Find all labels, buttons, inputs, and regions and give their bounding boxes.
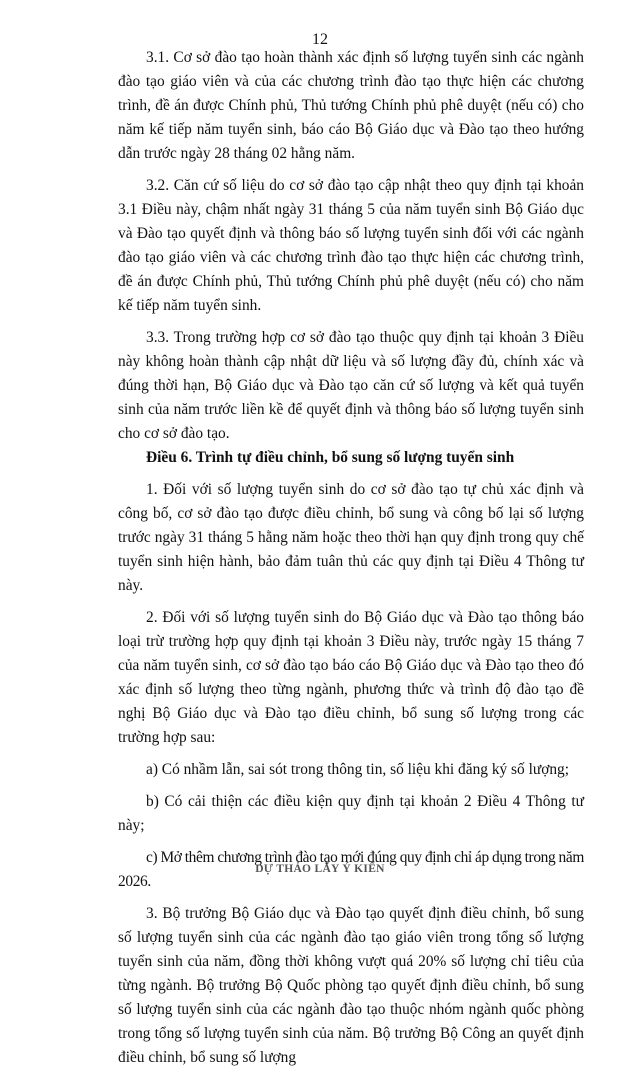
- article-6-clause-2: 2. Đối với số lượng tuyển sinh do Bộ Giáo dục và Đào tạo thông báo loại trừ trường hợp quy định tại khoản 3 Điều này, trước ngày 15 tháng 7 của năm tuyển sinh, cơ sở đào tạo báo cáo Bộ Giáo dục và Đào tạo theo đó xác định số lượng theo từng ngành, phương thức và trình độ đào tạo đề nghị Bộ Giáo dục và Đào tạo điều chỉnh, bổ sung số lượng trong các trường hợp sau:: [118, 609, 584, 746]
- clause-2-item-a: a) Có nhầm lẫn, sai sót trong thông tin, số liệu khi đăng ký số lượng;: [146, 761, 570, 778]
- article-6-clause-1: 1. Đối với số lượng tuyển sinh do cơ sở đào tạo tự chủ xác định và công bố, cơ sở đào tạo được điều chỉnh, bổ sung và công bố lại số lượng trước ngày 31 tháng 5 hằng năm hoặc theo thời hạn quy định trong quy chế tuyển sinh hiện hành, bảo đảm tuân thủ các quy định tại Điều 4 Thông tư này.: [118, 481, 584, 594]
- page-number: 12: [312, 31, 328, 48]
- clause-2-item-c: c) Mở thêm chương trình đào tạo mới đúng quy định chỉ áp dụng trong năm 2026.: [118, 849, 584, 890]
- document-body: [118, 46, 584, 1070]
- paragraph-3-3: 3.3. Trong trường hợp cơ sở đào tạo thuộc quy định tại khoản 3 Điều này không hoàn thành cập nhật dữ liệu và số lượng đầy đủ, chính xác và đúng thời hạn, Bộ Giáo dục và Đào tạo căn cứ số lượng và kết quả tuyển sinh của năm trước liền kề để quyết định và thông báo số lượng tuyển sinh cho cơ sở đào tạo.: [118, 329, 584, 442]
- clause-2-item-b: b) Có cải thiện các điều kiện quy định tại khoản 2 Điều 4 Thông tư này;: [118, 793, 584, 834]
- article-6-heading: Điều 6. Trình tự điều chỉnh, bổ sung số lượng tuyển sinh: [146, 449, 515, 466]
- draft-watermark-footer: DỰ THẢO LẤY Ý KIẾN: [255, 863, 385, 875]
- paragraph-3-2: 3.2. Căn cứ số liệu do cơ sở đào tạo cập nhật theo quy định tại khoản 3.1 Điều này, chậm nhất ngày 31 tháng 5 của năm tuyển sinh Bộ Giáo dục và Đào tạo quyết định và thông báo số lượng tuyển sinh đối với các ngành đào tạo giáo viên và các chương trình đào tạo thực hiện các chương trình, đề án được Chính phủ, Thủ tướng Chính phủ phê duyệt (nếu có) cho năm kế tiếp năm tuyển sinh.: [118, 177, 584, 314]
- paragraph-3-1: 3.1. Cơ sở đào tạo hoàn thành xác định số lượng tuyển sinh các ngành đào tạo giáo viên và của các chương trình đào tạo thực hiện các chương trình, đề án được Chính phủ, Thủ tướng Chính phủ phê duyệt (nếu có) cho năm kế tiếp năm tuyển sinh, báo cáo Bộ Giáo dục và Đào tạo theo hướng dẫn trước ngày 28 tháng 02 hằng năm.: [118, 49, 584, 162]
- article-6-clause-3: 3. Bộ trưởng Bộ Giáo dục và Đào tạo quyết định điều chỉnh, bổ sung số lượng tuyển sinh của các ngành đào tạo giáo viên trong tổng số lượng tuyển sinh của năm, đồng thời không vượt quá 20% số lượng chỉ tiêu của từng ngành. Bộ trưởng Bộ Quốc phòng tạo quyết định điều chỉnh, bổ sung số lượng tuyển sinh của các ngành đào tạo thuộc nhóm ngành quốc phòng trong tổng số lượng tuyển sinh của năm. Bộ trưởng Bộ Công an quyết định điều chỉnh, bổ sung số lượng: [118, 905, 584, 1066]
